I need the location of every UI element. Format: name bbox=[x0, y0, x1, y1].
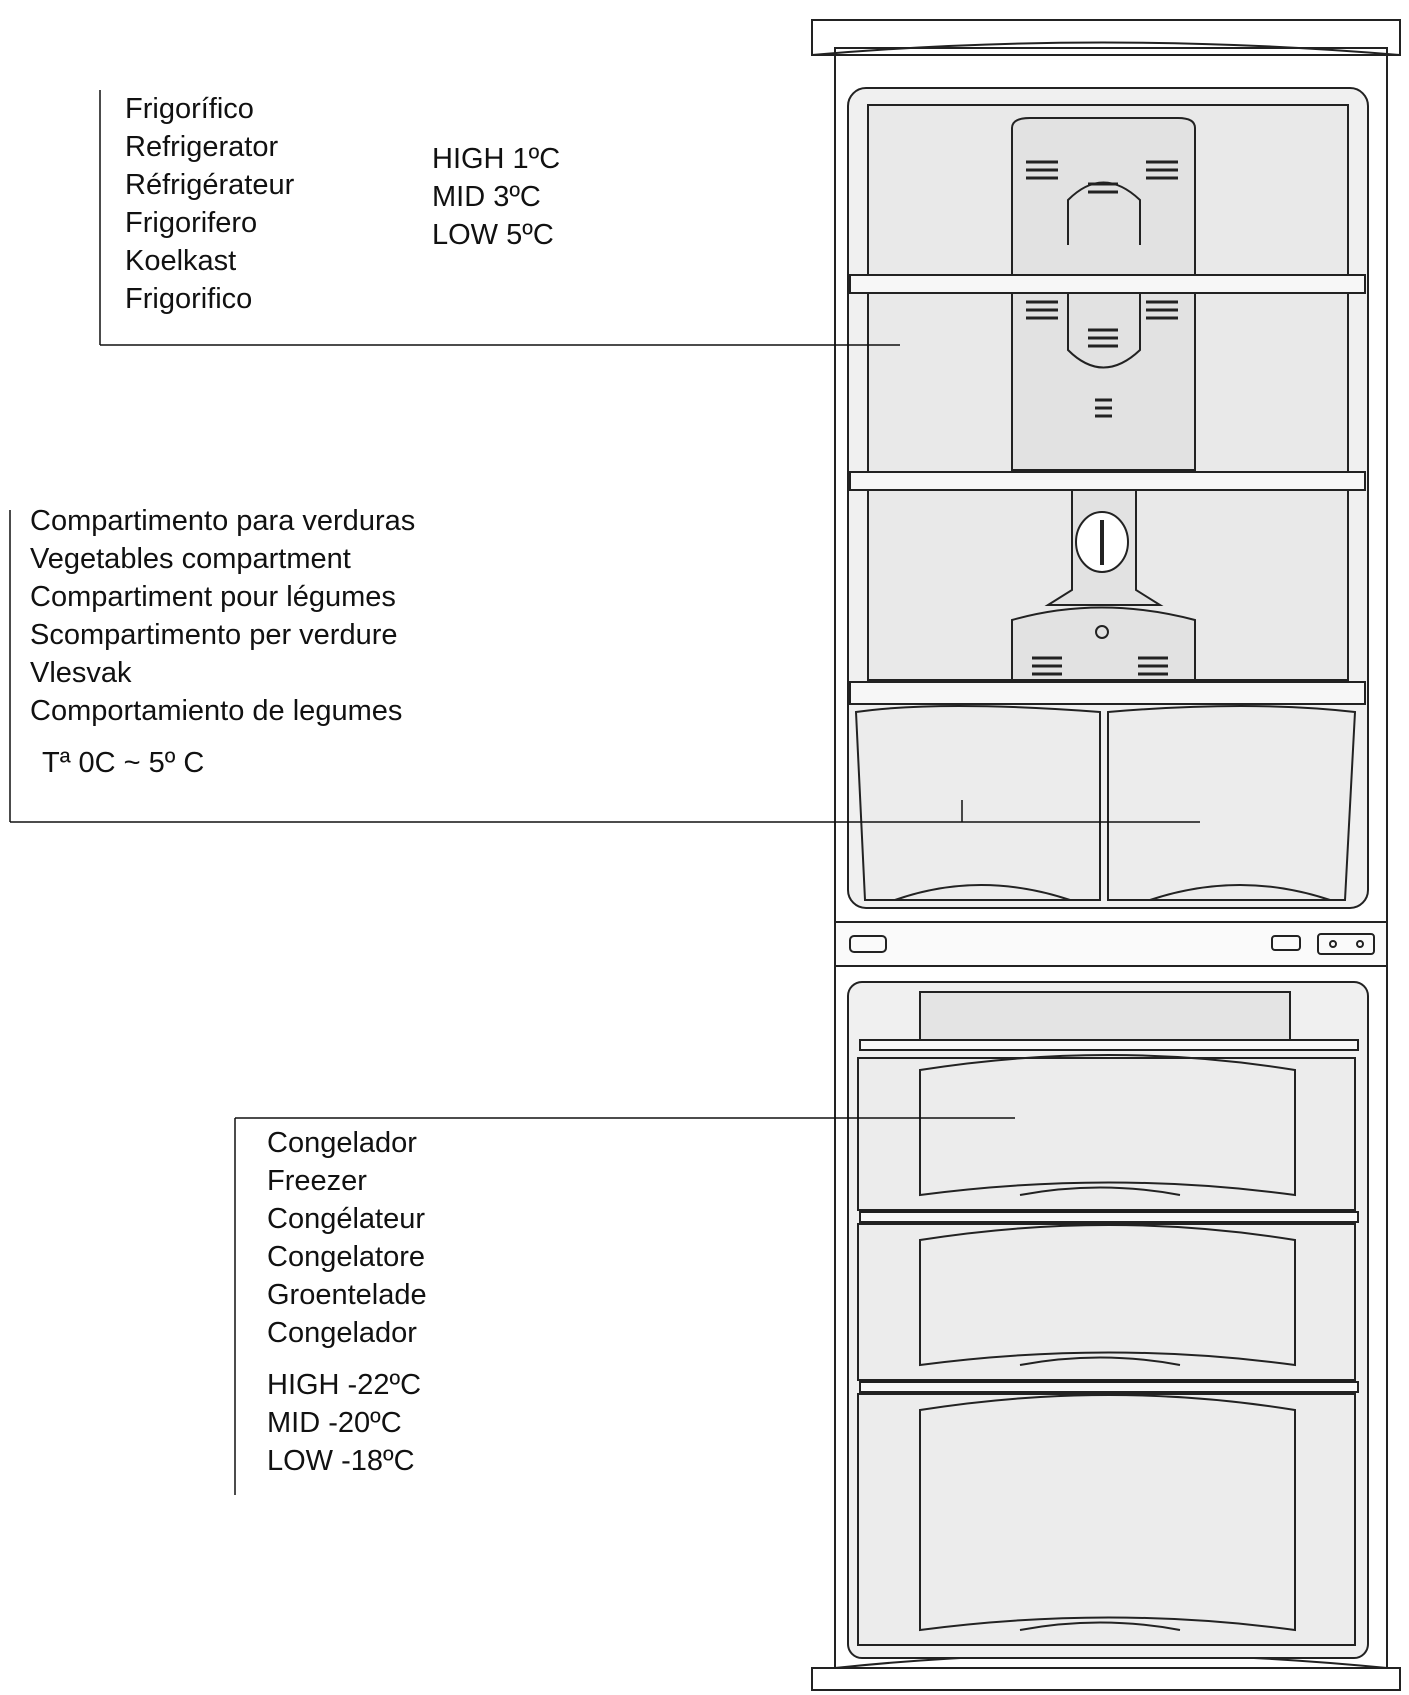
refrigerator-name-en: Refrigerator bbox=[125, 131, 279, 163]
freezer-name-pt: Congelador bbox=[267, 1317, 417, 1349]
freezer-setting-mid: MID -20ºC bbox=[267, 1407, 402, 1439]
refrigerator-settings bbox=[432, 140, 560, 254]
freezer-setting-low: LOW -18ºC bbox=[267, 1445, 415, 1477]
crisper-drawer-left bbox=[856, 706, 1100, 900]
freezer-name-it: Congelatore bbox=[267, 1241, 425, 1273]
vegetables-name-fr: Compartiment pour légumes bbox=[30, 581, 396, 613]
refrigerator-name-es: Frigorífico bbox=[125, 93, 254, 125]
freezer-name-nl: Groentelade bbox=[267, 1279, 427, 1311]
freezer-name-es: Congelador bbox=[267, 1127, 417, 1159]
vegetables-name-en: Vegetables compartment bbox=[30, 543, 351, 575]
vegetables-temperature: Tª 0C ~ 5º C bbox=[42, 747, 205, 779]
freezer-setting-high: HIGH -22ºC bbox=[267, 1369, 422, 1401]
refrigerator-name-pt: Frigorifico bbox=[125, 283, 253, 315]
freezer-drawer-3 bbox=[858, 1394, 1355, 1645]
freezer-name-en: Freezer bbox=[267, 1165, 367, 1197]
refrigerator-setting-high: HIGH 1ºC bbox=[432, 143, 561, 175]
freezer-names bbox=[267, 1124, 427, 1480]
shelf-top bbox=[850, 275, 1365, 293]
freezer-name-fr: Congélateur bbox=[267, 1203, 425, 1235]
refrigerator-name-it: Frigorifero bbox=[125, 207, 258, 239]
refrigerator-names bbox=[125, 90, 294, 318]
vegetables-name-nl: Vlesvak bbox=[30, 657, 132, 689]
control-band bbox=[835, 922, 1387, 966]
refrigerator-name-fr: Réfrigérateur bbox=[125, 169, 295, 201]
refrigerator-name-nl: Koelkast bbox=[125, 245, 237, 277]
shelf-middle bbox=[850, 472, 1365, 490]
bottom-base bbox=[812, 1668, 1400, 1690]
refrigerator-setting-mid: MID 3ºC bbox=[432, 181, 541, 213]
vegetables-names bbox=[30, 502, 415, 782]
vegetables-name-pt: Comportamiento de legumes bbox=[30, 695, 403, 727]
top-cap bbox=[812, 20, 1400, 55]
crisper-drawer-right bbox=[1108, 706, 1355, 900]
crisper-cover bbox=[850, 682, 1365, 704]
vegetables-name-it: Scompartimento per verdure bbox=[30, 619, 398, 651]
refrigerator-setting-low: LOW 5ºC bbox=[432, 219, 554, 251]
vegetables-name-es: Compartimento para verduras bbox=[30, 505, 416, 537]
